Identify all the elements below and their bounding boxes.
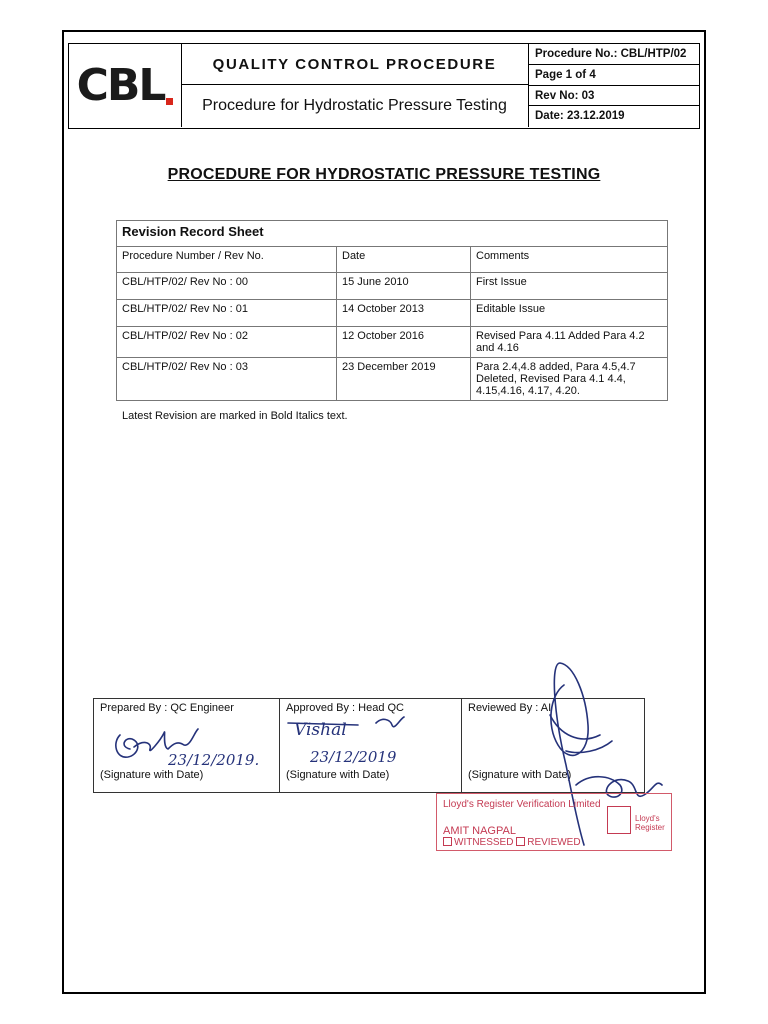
table-header-row [117, 247, 668, 273]
table-row [117, 273, 668, 300]
witnessed-label: WITNESSED [454, 837, 514, 848]
verification-stamp [436, 793, 672, 851]
table-cell: 14 October 2013 [337, 300, 471, 327]
table-cell: CBL/HTP/02/ Rev No : 01 [117, 300, 337, 327]
prepared-by-label: Prepared By : QC Engineer [100, 702, 234, 714]
header-title: QUALITY CONTROL PROCEDURE [181, 44, 529, 85]
logo-text: CBL [76, 59, 165, 111]
approved-by-cell [280, 699, 462, 792]
column-header: Procedure Number / Rev No. [117, 247, 337, 273]
lloyds-register-logo [607, 806, 631, 834]
table-cell: Revised Para 4.11 Added Para 4.2 and 4.16 [471, 327, 668, 358]
cbl-logo [76, 59, 174, 111]
stamp-options [443, 837, 581, 848]
signature-footer: (Signature with Date) [100, 769, 204, 781]
prepared-date: 23/12/2019. [168, 751, 260, 769]
header-subtitle: Procedure for Hydrostatic Pressure Testing [181, 85, 529, 127]
approved-signer-name: Vishal [294, 720, 347, 740]
issue-date: Date: 23.12.2019 [535, 110, 625, 123]
reviewed-checkbox [516, 837, 525, 846]
revision-number: Rev No: 03 [529, 86, 699, 107]
column-header: Date [337, 247, 471, 273]
table-row [117, 327, 668, 358]
table-cell: CBL/HTP/02/ Rev No : 00 [117, 273, 337, 300]
logo-accent [166, 98, 173, 105]
witnessed-checkbox [443, 837, 452, 846]
header-meta [529, 44, 699, 127]
table-cell: Para 2.4,4.8 added, Para 4.5,4.7 Deleted, Revised Para 4.1 4.4, 4.15,4.16, 4.17, 4.20. [471, 358, 668, 401]
table-cell: 12 October 2016 [337, 327, 471, 358]
prepared-signature [94, 713, 280, 773]
table-cell: 15 June 2010 [337, 273, 471, 300]
document-header [68, 43, 700, 129]
reviewed-label: REVIEWED [527, 837, 581, 848]
stamp-issuer: Lloyd's Register Verification Limited [443, 799, 601, 810]
table-cell: CBL/HTP/02/ Rev No : 03 [117, 358, 337, 401]
stamp-brand: Lloyd's Register [635, 814, 665, 832]
signature-footer: (Signature with Date) [468, 769, 572, 781]
revision-note: Latest Revision are marked in Bold Italics text. [122, 410, 348, 422]
table-cell: Editable Issue [471, 300, 668, 327]
table-cell: First Issue [471, 273, 668, 300]
column-header: Comments [471, 247, 668, 273]
table-row [117, 300, 668, 327]
approved-date: 23/12/2019 [310, 748, 397, 766]
stamp-name: AMIT NAGPAL [443, 825, 516, 837]
document-title: PROCEDURE FOR HYDROSTATIC PRESSURE TESTING [167, 166, 601, 183]
table-cell: 23 December 2019 [337, 358, 471, 401]
logo-cell [69, 44, 182, 127]
signature-footer: (Signature with Date) [286, 769, 390, 781]
table-cell: CBL/HTP/02/ Rev No : 02 [117, 327, 337, 358]
page-number: Page 1 of 4 [529, 65, 699, 86]
approved-by-label: Approved By : Head QC [286, 702, 405, 714]
reviewed-by-label: Reviewed By : AI [468, 702, 552, 714]
approved-signature [280, 713, 462, 773]
table-row [117, 358, 668, 401]
revision-record-table [116, 220, 668, 401]
revision-sheet-title: Revision Record Sheet [117, 221, 668, 247]
prepared-by-cell [94, 699, 280, 792]
procedure-number: Procedure No.: CBL/HTP/02 [529, 44, 699, 65]
